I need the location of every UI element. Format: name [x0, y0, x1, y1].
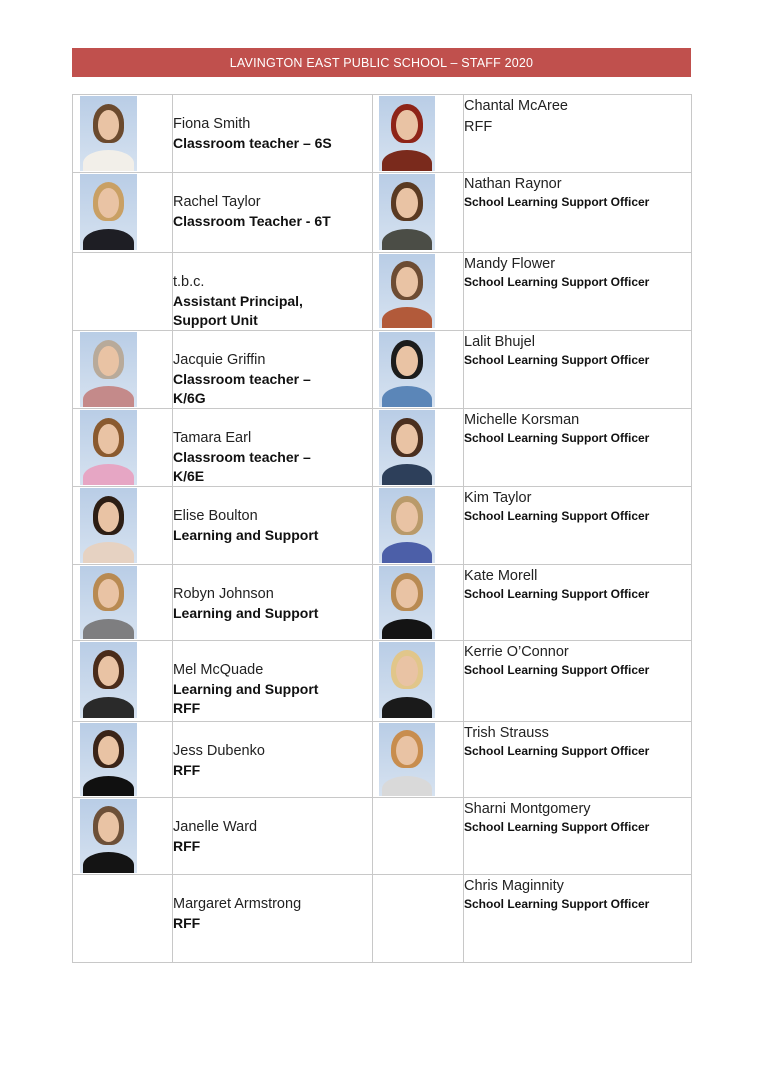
staff-photo — [379, 332, 435, 407]
photo-cell-right — [373, 487, 464, 565]
staff-info-left — [173, 331, 373, 409]
staff-role: School Learning Support Officer — [464, 744, 650, 758]
page-title-banner — [72, 48, 691, 77]
staff-info-left — [173, 875, 373, 963]
staff-row — [73, 253, 692, 331]
staff-role: Classroom teacher – — [173, 449, 311, 465]
staff-photo — [379, 96, 435, 171]
staff-row — [73, 641, 692, 722]
staff-name: Michelle Korsman — [464, 412, 580, 428]
photo-cell-left — [73, 409, 173, 487]
photo-cell-left — [73, 798, 173, 875]
photo-cell-left — [73, 641, 173, 722]
staff-role: Classroom Teacher - 6T — [173, 213, 331, 229]
staff-photo — [379, 410, 435, 485]
staff-name: Lalit Bhujel — [464, 334, 535, 350]
staff-name: Kerrie O’Connor — [464, 644, 569, 660]
staff-table — [72, 94, 692, 963]
staff-role: Learning and Support — [173, 605, 319, 621]
staff-name: Nathan Raynor — [464, 176, 562, 192]
staff-role: K/6E — [173, 468, 205, 484]
photo-cell-left — [73, 565, 173, 641]
staff-role: Classroom teacher – — [173, 371, 311, 387]
staff-info-left — [173, 641, 373, 722]
staff-photo — [80, 642, 137, 718]
staff-role: School Learning Support Officer — [464, 195, 650, 209]
photo-cell-left — [73, 173, 173, 253]
photo-cell-left — [73, 722, 173, 798]
staff-name: Margaret Armstrong — [173, 896, 302, 912]
staff-photo — [80, 566, 137, 639]
staff-info-right — [464, 875, 692, 963]
staff-photo — [80, 96, 137, 171]
staff-photo — [80, 723, 137, 796]
photo-cell-right — [373, 722, 464, 798]
staff-name: Trish Strauss — [464, 725, 549, 741]
staff-photo — [379, 488, 435, 563]
staff-name: Kim Taylor — [464, 490, 532, 506]
staff-photo — [379, 566, 435, 639]
staff-row — [73, 409, 692, 487]
staff-info-left — [173, 722, 373, 798]
staff-row — [73, 173, 692, 253]
staff-photo — [80, 174, 137, 250]
staff-role: Learning and Support — [173, 527, 319, 543]
staff-name: Sharni Montgomery — [464, 801, 591, 817]
photo-cell-left — [73, 95, 173, 173]
staff-role: Assistant Principal, — [173, 293, 303, 309]
photo-cell-right — [373, 253, 464, 331]
staff-name: Chris Maginnity — [464, 878, 564, 894]
staff-name: Kate Morell — [464, 568, 538, 584]
staff-role: School Learning Support Officer — [464, 820, 650, 834]
staff-info-right — [464, 331, 692, 409]
staff-name: Jess Dubenko — [173, 743, 265, 759]
staff-role: RFF — [173, 838, 201, 854]
photo-cell-right — [373, 875, 464, 963]
staff-info-left — [173, 253, 373, 331]
staff-role: School Learning Support Officer — [464, 663, 650, 677]
staff-role: RFF — [464, 119, 493, 135]
staff-info-right — [464, 722, 692, 798]
staff-info-right — [464, 409, 692, 487]
staff-role: School Learning Support Officer — [464, 353, 650, 367]
staff-info-left — [173, 95, 373, 173]
staff-role: K/6G — [173, 390, 206, 406]
photo-cell-right — [373, 331, 464, 409]
staff-info-left — [173, 487, 373, 565]
staff-role: School Learning Support Officer — [464, 509, 650, 523]
photo-cell-right — [373, 565, 464, 641]
staff-role: School Learning Support Officer — [464, 431, 650, 445]
staff-photo — [80, 332, 137, 407]
staff-name: Rachel Taylor — [173, 194, 261, 210]
staff-role: Support Unit — [173, 312, 258, 328]
staff-info-right — [464, 798, 692, 875]
staff-name: Janelle Ward — [173, 819, 258, 835]
staff-row — [73, 798, 692, 875]
staff-name: Chantal McAree — [464, 98, 568, 114]
staff-row — [73, 875, 692, 963]
staff-role: School Learning Support Officer — [464, 897, 650, 911]
staff-name: Elise Boulton — [173, 508, 258, 524]
staff-name: Tamara Earl — [173, 430, 252, 446]
staff-row — [73, 565, 692, 641]
staff-info-right — [464, 253, 692, 331]
staff-role: Learning and Support — [173, 681, 319, 697]
staff-name: Fiona Smith — [173, 116, 251, 132]
staff-name: Robyn Johnson — [173, 586, 274, 602]
photo-cell-right — [373, 409, 464, 487]
staff-role: Classroom teacher – 6S — [173, 135, 332, 151]
photo-cell-right — [373, 173, 464, 253]
staff-role: RFF — [173, 762, 201, 778]
staff-row — [73, 331, 692, 409]
staff-role: School Learning Support Officer — [464, 587, 650, 601]
staff-photo — [379, 642, 435, 718]
staff-photo — [379, 723, 435, 796]
staff-info-left — [173, 173, 373, 253]
photo-cell-right — [373, 95, 464, 173]
page-title: LAVINGTON EAST PUBLIC SCHOOL – STAFF 2020 — [229, 55, 534, 70]
staff-row — [73, 95, 692, 173]
photo-cell-left — [73, 487, 173, 565]
staff-info-right — [464, 487, 692, 565]
staff-photo — [80, 488, 137, 563]
staff-role: RFF — [173, 700, 201, 716]
staff-photo — [80, 410, 137, 485]
staff-photo — [80, 799, 137, 873]
staff-name: Jacquie Griffin — [173, 352, 266, 368]
staff-info-left — [173, 409, 373, 487]
staff-info-left — [173, 798, 373, 875]
staff-role: RFF — [173, 915, 201, 931]
staff-name: Mandy Flower — [464, 256, 556, 272]
photo-cell-right — [373, 798, 464, 875]
staff-info-right — [464, 565, 692, 641]
staff-name: Mel McQuade — [173, 662, 264, 678]
staff-row — [73, 487, 692, 565]
staff-photo — [379, 174, 435, 250]
staff-info-right — [464, 641, 692, 722]
photo-cell-left — [73, 253, 173, 331]
staff-role: School Learning Support Officer — [464, 275, 650, 289]
staff-name: t.b.c. — [173, 274, 205, 290]
staff-info-right — [464, 95, 692, 173]
staff-photo — [379, 254, 435, 328]
staff-info-right — [464, 173, 692, 253]
photo-cell-left — [73, 331, 173, 409]
staff-row — [73, 722, 692, 798]
photo-cell-left — [73, 875, 173, 963]
photo-cell-right — [373, 641, 464, 722]
staff-info-left — [173, 565, 373, 641]
